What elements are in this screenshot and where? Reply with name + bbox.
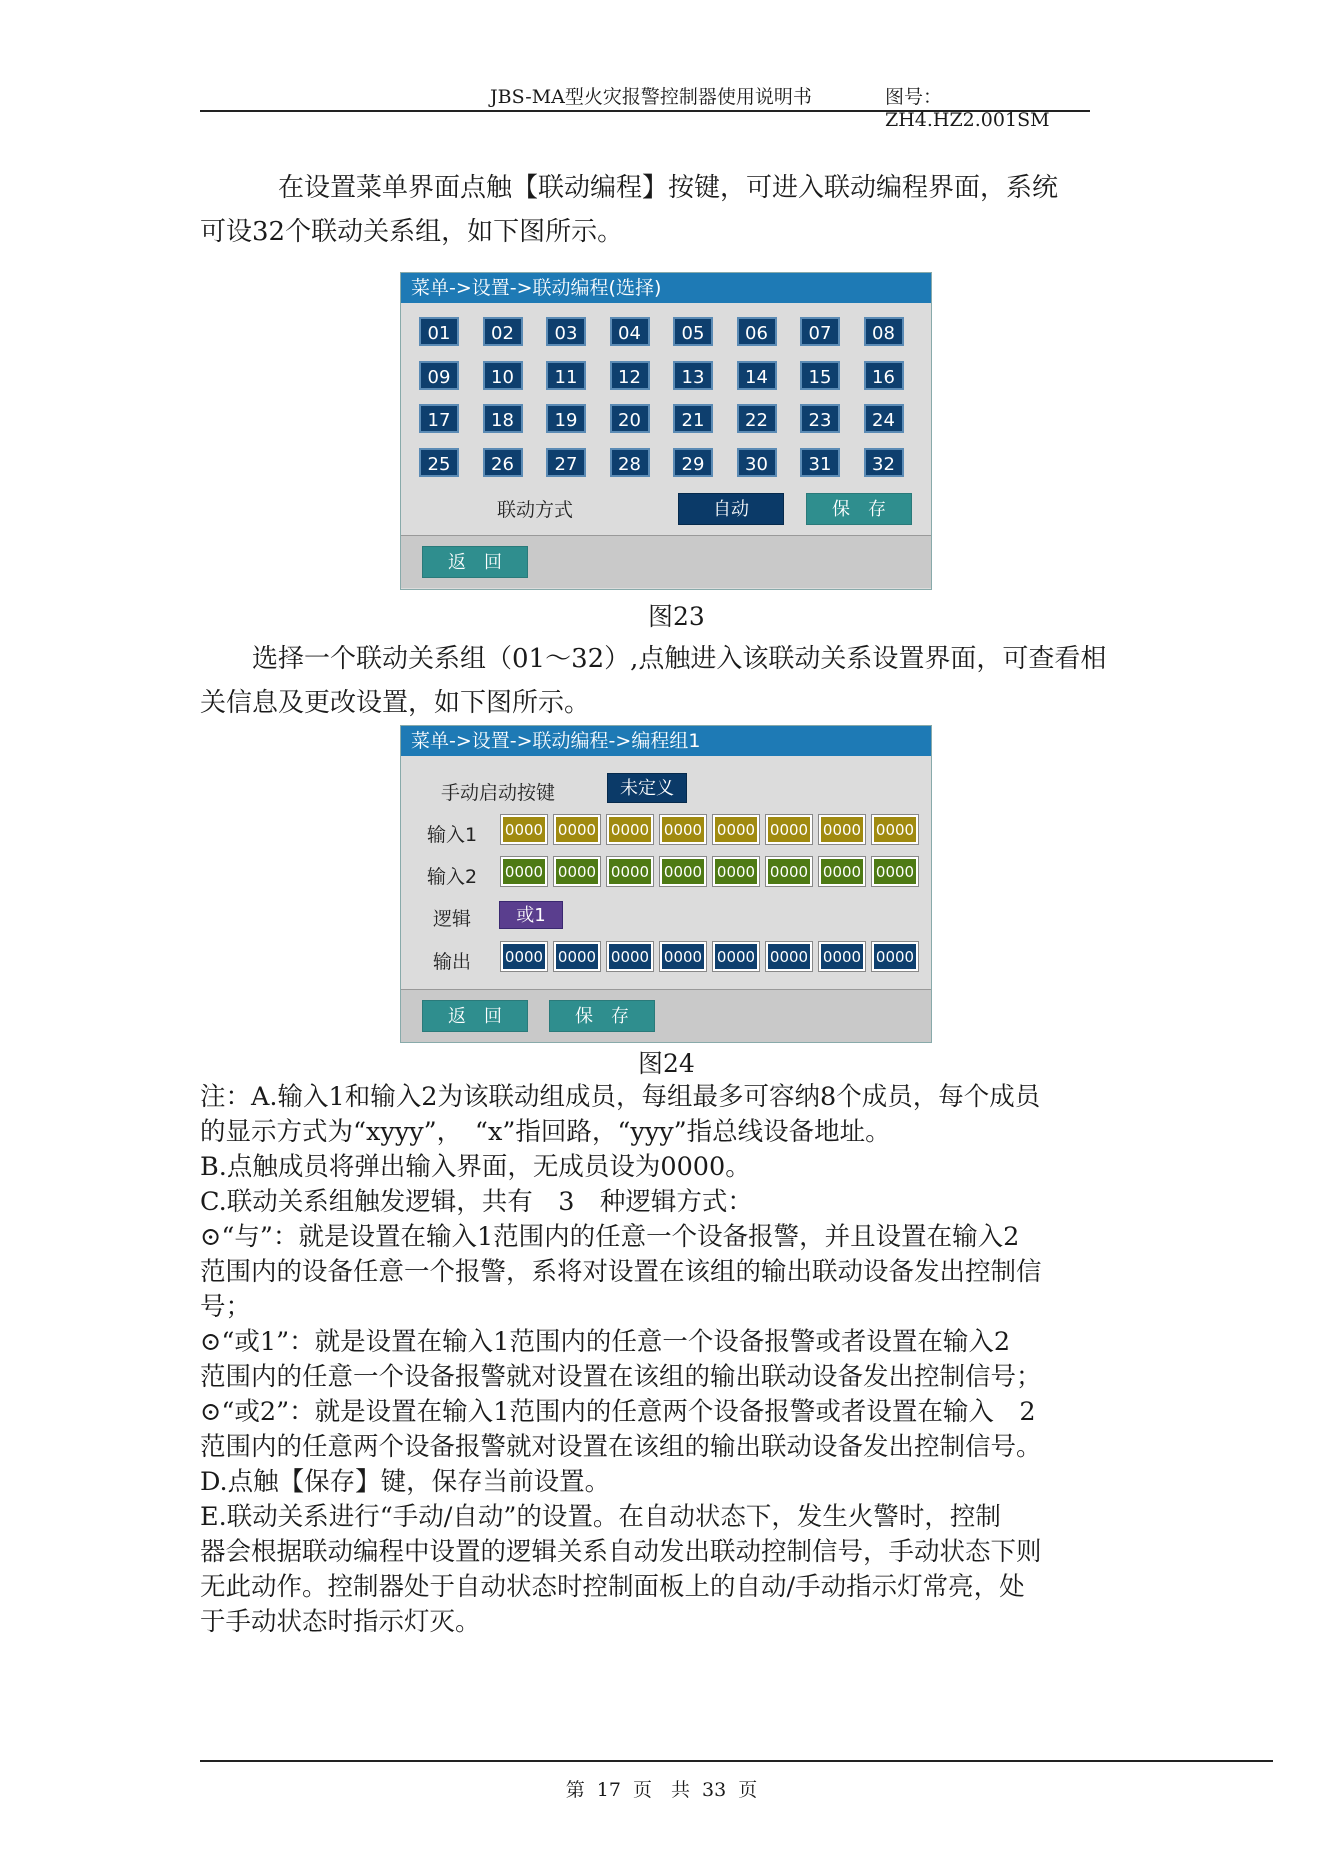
save-button[interactable]: 保 存 bbox=[549, 1000, 655, 1032]
footer-suffix: 页 bbox=[738, 1779, 758, 1801]
screen-title: 菜单->设置->联动编程(选择) bbox=[401, 273, 931, 303]
input1-member-cell[interactable]: 0000 bbox=[607, 815, 653, 844]
select-paragraph bbox=[200, 637, 1130, 725]
group-button[interactable]: 24 bbox=[864, 404, 904, 433]
group-button[interactable]: 11 bbox=[546, 361, 586, 390]
input2-member-cell[interactable]: 0000 bbox=[660, 857, 706, 886]
logic-button[interactable]: 或1 bbox=[499, 901, 563, 929]
manual-start-key-button[interactable]: 未定义 bbox=[607, 773, 687, 803]
footer-mid: 页 共 bbox=[632, 1779, 690, 1801]
figure-caption: 图24 bbox=[638, 1049, 695, 1078]
note-line: 范围内的任意两个设备报警就对设置在该组的输出联动设备发出控制信号。 bbox=[200, 1432, 1042, 1462]
bottom-bar bbox=[401, 989, 931, 1042]
note-line: D.点触【保存】键，保存当前设置。 bbox=[200, 1467, 611, 1497]
group-button[interactable]: 08 bbox=[864, 317, 904, 346]
group-button[interactable]: 12 bbox=[610, 361, 650, 390]
note-line: ⊙“或1”：就是设置在输入1范围内的任意一个设备报警或者设置在输入2 bbox=[200, 1327, 1011, 1357]
group-button[interactable]: 03 bbox=[546, 317, 586, 346]
notes-section bbox=[200, 1080, 1130, 1640]
output-member-cell[interactable]: 0000 bbox=[660, 942, 706, 971]
output-member-cell[interactable]: 0000 bbox=[766, 942, 812, 971]
output-member-cell[interactable]: 0000 bbox=[872, 942, 918, 971]
group-button[interactable]: 16 bbox=[864, 361, 904, 390]
input2-member-cell[interactable]: 0000 bbox=[501, 857, 547, 886]
note-line: B.点触成员将弹出输入界面，无成员设为0000。 bbox=[200, 1152, 751, 1182]
logic-label: 逻辑 bbox=[433, 908, 472, 930]
input2-member-cell[interactable]: 0000 bbox=[554, 857, 600, 886]
input2-member-cell[interactable]: 0000 bbox=[872, 857, 918, 886]
group-button[interactable]: 15 bbox=[800, 361, 840, 390]
group-button[interactable]: 18 bbox=[483, 404, 523, 433]
back-button[interactable]: 返 回 bbox=[422, 546, 528, 578]
bottom-bar bbox=[401, 535, 931, 588]
input2-member-cell[interactable]: 0000 bbox=[819, 857, 865, 886]
note-line: 注：A.输入1和输入2为该联动组成员，每组最多可容纳8个成员，每个成员 bbox=[200, 1082, 1041, 1112]
group-button[interactable]: 14 bbox=[737, 361, 777, 390]
input2-member-cell[interactable]: 0000 bbox=[607, 857, 653, 886]
linkage-group-screen bbox=[400, 725, 932, 1043]
document-title: JBS-MA型火灾报警控制器使用说明书 bbox=[490, 86, 812, 108]
output-member-cell[interactable]: 0000 bbox=[713, 942, 759, 971]
input1-label: 输入1 bbox=[427, 824, 478, 846]
footer-prefix: 第 bbox=[565, 1779, 585, 1801]
mode-label: 联动方式 bbox=[497, 499, 574, 521]
note-line: 器会根据联动编程中设置的逻辑关系自动发出联动控制信号，手动状态下则 bbox=[200, 1537, 1042, 1567]
note-line: ⊙“与”：就是设置在输入1范围内的任意一个设备报警，并且设置在输入2 bbox=[200, 1222, 1020, 1252]
group-button[interactable]: 07 bbox=[800, 317, 840, 346]
group-button[interactable]: 19 bbox=[546, 404, 586, 433]
page-number: 17 bbox=[596, 1779, 621, 1801]
figure-caption: 图23 bbox=[648, 602, 705, 631]
note-line: 号； bbox=[200, 1292, 252, 1322]
group-button[interactable]: 10 bbox=[483, 361, 523, 390]
input1-member-cell[interactable]: 0000 bbox=[819, 815, 865, 844]
group-button[interactable]: 29 bbox=[673, 448, 713, 477]
page-footer bbox=[0, 1775, 1323, 1802]
group-button[interactable]: 32 bbox=[864, 448, 904, 477]
group-button[interactable]: 13 bbox=[673, 361, 713, 390]
output-member-cell[interactable]: 0000 bbox=[501, 942, 547, 971]
group-button[interactable]: 06 bbox=[737, 317, 777, 346]
input1-member-cell[interactable]: 0000 bbox=[766, 815, 812, 844]
output-member-cell[interactable]: 0000 bbox=[607, 942, 653, 971]
input1-member-cell[interactable]: 0000 bbox=[501, 815, 547, 844]
footer-divider bbox=[200, 1760, 1273, 1762]
page-header bbox=[200, 80, 1090, 131]
note-line: 范围内的任意一个设备报警就对设置在该组的输出联动设备发出控制信号； bbox=[200, 1362, 1042, 1392]
screen-title: 菜单->设置->联动编程->编程组1 bbox=[401, 726, 931, 756]
group-button[interactable]: 09 bbox=[419, 361, 459, 390]
group-button[interactable]: 22 bbox=[737, 404, 777, 433]
note-line: 范围内的设备任意一个报警，系将对设置在该组的输出联动设备发出控制信 bbox=[200, 1257, 1042, 1287]
page-total: 33 bbox=[702, 1779, 727, 1801]
group-button[interactable]: 25 bbox=[419, 448, 459, 477]
linkage-select-screen bbox=[400, 272, 932, 590]
input1-member-cell[interactable]: 0000 bbox=[713, 815, 759, 844]
group-button[interactable]: 30 bbox=[737, 448, 777, 477]
input2-member-cell[interactable]: 0000 bbox=[713, 857, 759, 886]
paragraph-line: 在设置菜单界面点触【联动编程】按键，可进入联动编程界面，系统 bbox=[278, 173, 1059, 203]
back-button[interactable]: 返 回 bbox=[422, 1000, 528, 1032]
group-button[interactable]: 05 bbox=[673, 317, 713, 346]
input1-member-cell[interactable]: 0000 bbox=[872, 815, 918, 844]
output-member-cell[interactable]: 0000 bbox=[554, 942, 600, 971]
note-line: 的显示方式为“xyyy”， “x”指回路，“yyy”指总线设备地址。 bbox=[200, 1117, 891, 1147]
intro-paragraph bbox=[200, 166, 1130, 254]
group-button[interactable]: 27 bbox=[546, 448, 586, 477]
group-button[interactable]: 17 bbox=[419, 404, 459, 433]
group-button[interactable]: 20 bbox=[610, 404, 650, 433]
input2-member-cell[interactable]: 0000 bbox=[766, 857, 812, 886]
paragraph-line: 关信息及更改设置，如下图所示。 bbox=[200, 688, 591, 718]
note-line: 于手动状态时指示灯灭。 bbox=[200, 1607, 481, 1637]
mode-toggle-button[interactable]: 自动 bbox=[678, 493, 784, 525]
save-button[interactable]: 保 存 bbox=[806, 493, 912, 525]
output-member-cell[interactable]: 0000 bbox=[819, 942, 865, 971]
note-line: E.联动关系进行“手动/自动”的设置。在自动状态下，发生火警时，控制 bbox=[200, 1502, 1001, 1532]
group-button[interactable]: 04 bbox=[610, 317, 650, 346]
input1-member-cell[interactable]: 0000 bbox=[554, 815, 600, 844]
group-button[interactable]: 23 bbox=[800, 404, 840, 433]
group-button[interactable]: 26 bbox=[483, 448, 523, 477]
input1-member-cell[interactable]: 0000 bbox=[660, 815, 706, 844]
input2-label: 输入2 bbox=[427, 866, 478, 888]
paragraph-line: 可设32个联动关系组，如下图所示。 bbox=[200, 217, 624, 247]
document-number: 图号：ZH4.HZ2.001SM bbox=[885, 86, 1050, 131]
note-line: C.联动关系组触发逻辑，共有 3 种逻辑方式： bbox=[200, 1187, 753, 1217]
group-button[interactable]: 31 bbox=[800, 448, 840, 477]
paragraph-line: 选择一个联动关系组（01～32）,点触进入该联动关系设置界面，可查看相 bbox=[252, 644, 1107, 674]
group-button[interactable]: 28 bbox=[610, 448, 650, 477]
group-button[interactable]: 01 bbox=[419, 317, 459, 346]
note-line: 无此动作。控制器处于自动状态时控制面板上的自动/手动指示灯常亮，处 bbox=[200, 1572, 1025, 1602]
note-line: ⊙“或2”：就是设置在输入1范围内的任意两个设备报警或者设置在输入 2 bbox=[200, 1397, 1036, 1427]
manual-start-label: 手动启动按键 bbox=[441, 782, 556, 804]
output-label: 输出 bbox=[433, 951, 472, 973]
group-button[interactable]: 02 bbox=[483, 317, 523, 346]
group-button[interactable]: 21 bbox=[673, 404, 713, 433]
